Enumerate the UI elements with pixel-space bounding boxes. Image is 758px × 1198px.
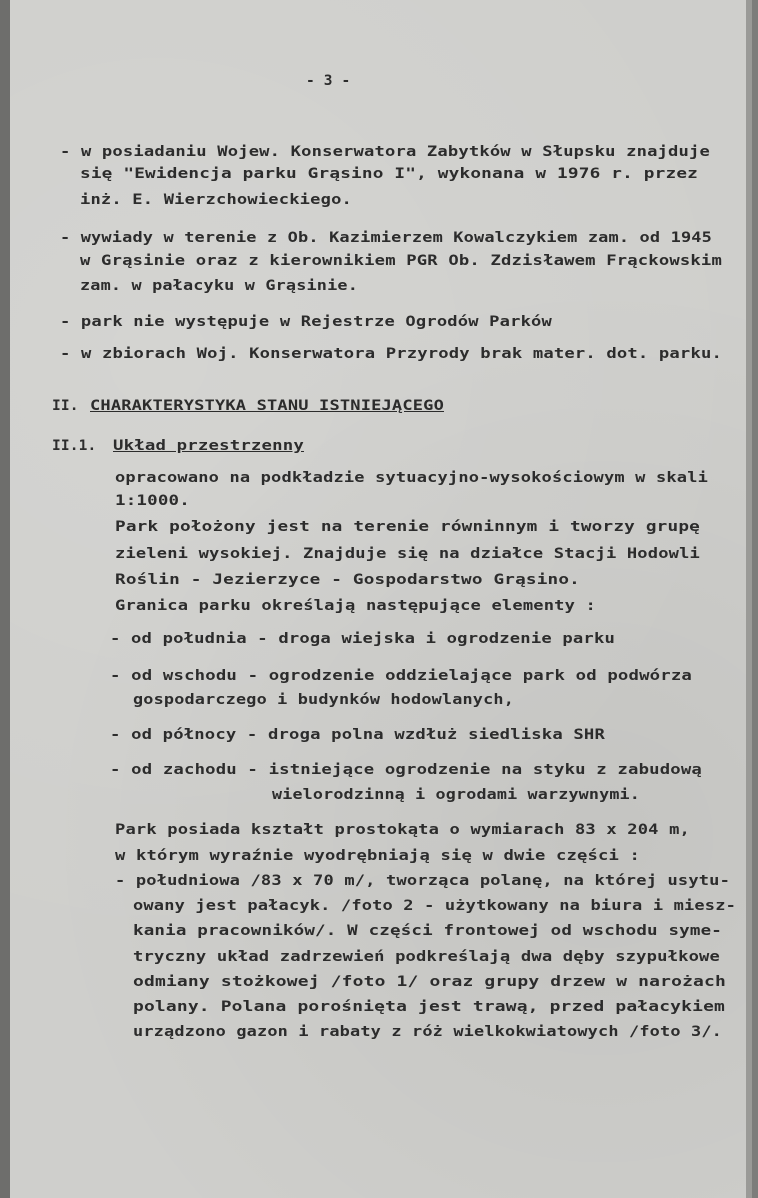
- scan-right-edge: [746, 0, 752, 1198]
- text-line: owany jest pałacyk. /foto 2 - użytkowany na biura i miesz-: [133, 898, 736, 914]
- subsection-heading: Układ przestrzenny: [113, 438, 304, 454]
- text-line: tryczny układ zadrzewień podkreślają dwa dęby szypułkowe: [133, 949, 721, 965]
- text-line: - w zbiorach Woj. Konserwatora Przyrody brak mater. dot. parku.: [60, 346, 722, 362]
- text-line: Park posiada kształt prostokąta o wymiarach 83 x 204 m,: [115, 822, 690, 838]
- text-line: 1:1000.: [115, 493, 190, 509]
- text-line: zam. w pałacyku w Grąsinie.: [80, 278, 359, 294]
- text-line: odmiany stożkowej /foto 1/ oraz grupy drzew w narożach: [133, 974, 727, 990]
- text-line: - w posiadaniu Wojew. Konserwatora Zabytków w Słupsku znajduje: [60, 144, 710, 160]
- section-number: II.: [52, 398, 79, 414]
- text-line: urządzono gazon i rabaty z róż wielkokwiatowych /foto 3/.: [133, 1024, 723, 1040]
- text-line: - od wschodu - ogrodzenie oddzielające park od podwórza: [110, 668, 693, 684]
- text-line: - od zachodu - istniejące ogrodzenie na styku z zabudową: [110, 762, 702, 778]
- text-line: Park położony jest na terenie równinnym i tworzy grupę: [115, 519, 701, 535]
- section-heading: CHARAKTERYSTYKA STANU ISTNIEJĄCEGO: [90, 398, 445, 414]
- text-line: - park nie występuje w Rejestrze Ogrodów Parków: [60, 314, 552, 330]
- text-line: w którym wyraźnie wyodrębniają się w dwie części :: [115, 848, 640, 864]
- text-line: - południowa /83 x 70 m/, tworząca polanę, na której usytu-: [115, 873, 731, 889]
- text-line: się "Ewidencja parku Grąsino I", wykonana w 1976 r. przez: [80, 166, 699, 182]
- text-line: opracowano na podkładzie sytuacyjno-wysokościowym w skali: [115, 470, 709, 486]
- text-line: Roślin - Jezierzyce - Gospodarstwo Grąsino.: [115, 572, 581, 588]
- text-line: polany. Polana porośnięta jest trawą, przed pałacykiem: [133, 999, 726, 1015]
- text-line: inż. E. Wierzchowieckiego.: [80, 192, 352, 208]
- text-line: - od północy - droga polna wzdłuż siedliska SHR: [110, 727, 605, 743]
- text-line: wielorodzinną i ogrodami warzywnymi.: [272, 787, 641, 803]
- page-number: - 3 -: [306, 73, 351, 89]
- text-line: - wywiady w terenie z Ob. Kazimierzem Kowalczykiem zam. od 1945: [60, 230, 713, 246]
- subsection-number: II.1.: [52, 438, 97, 454]
- text-line: w Grąsinie oraz z kierownikiem PGR Ob. Zdzisławem Frąckowskim: [80, 253, 722, 269]
- scan-left-edge: [0, 0, 10, 1198]
- text-line: zieleni wysokiej. Znajduje się na działce Stacji Hodowli: [115, 546, 700, 562]
- text-line: gospodarczego i budynków hodowlanych,: [133, 692, 515, 708]
- text-line: - od południa - droga wiejska i ogrodzenie parku: [110, 631, 616, 647]
- text-line: Granica parku określają następujące elementy :: [115, 598, 597, 614]
- text-line: kania pracowników/. W części frontowej od wschodu syme-: [133, 923, 722, 939]
